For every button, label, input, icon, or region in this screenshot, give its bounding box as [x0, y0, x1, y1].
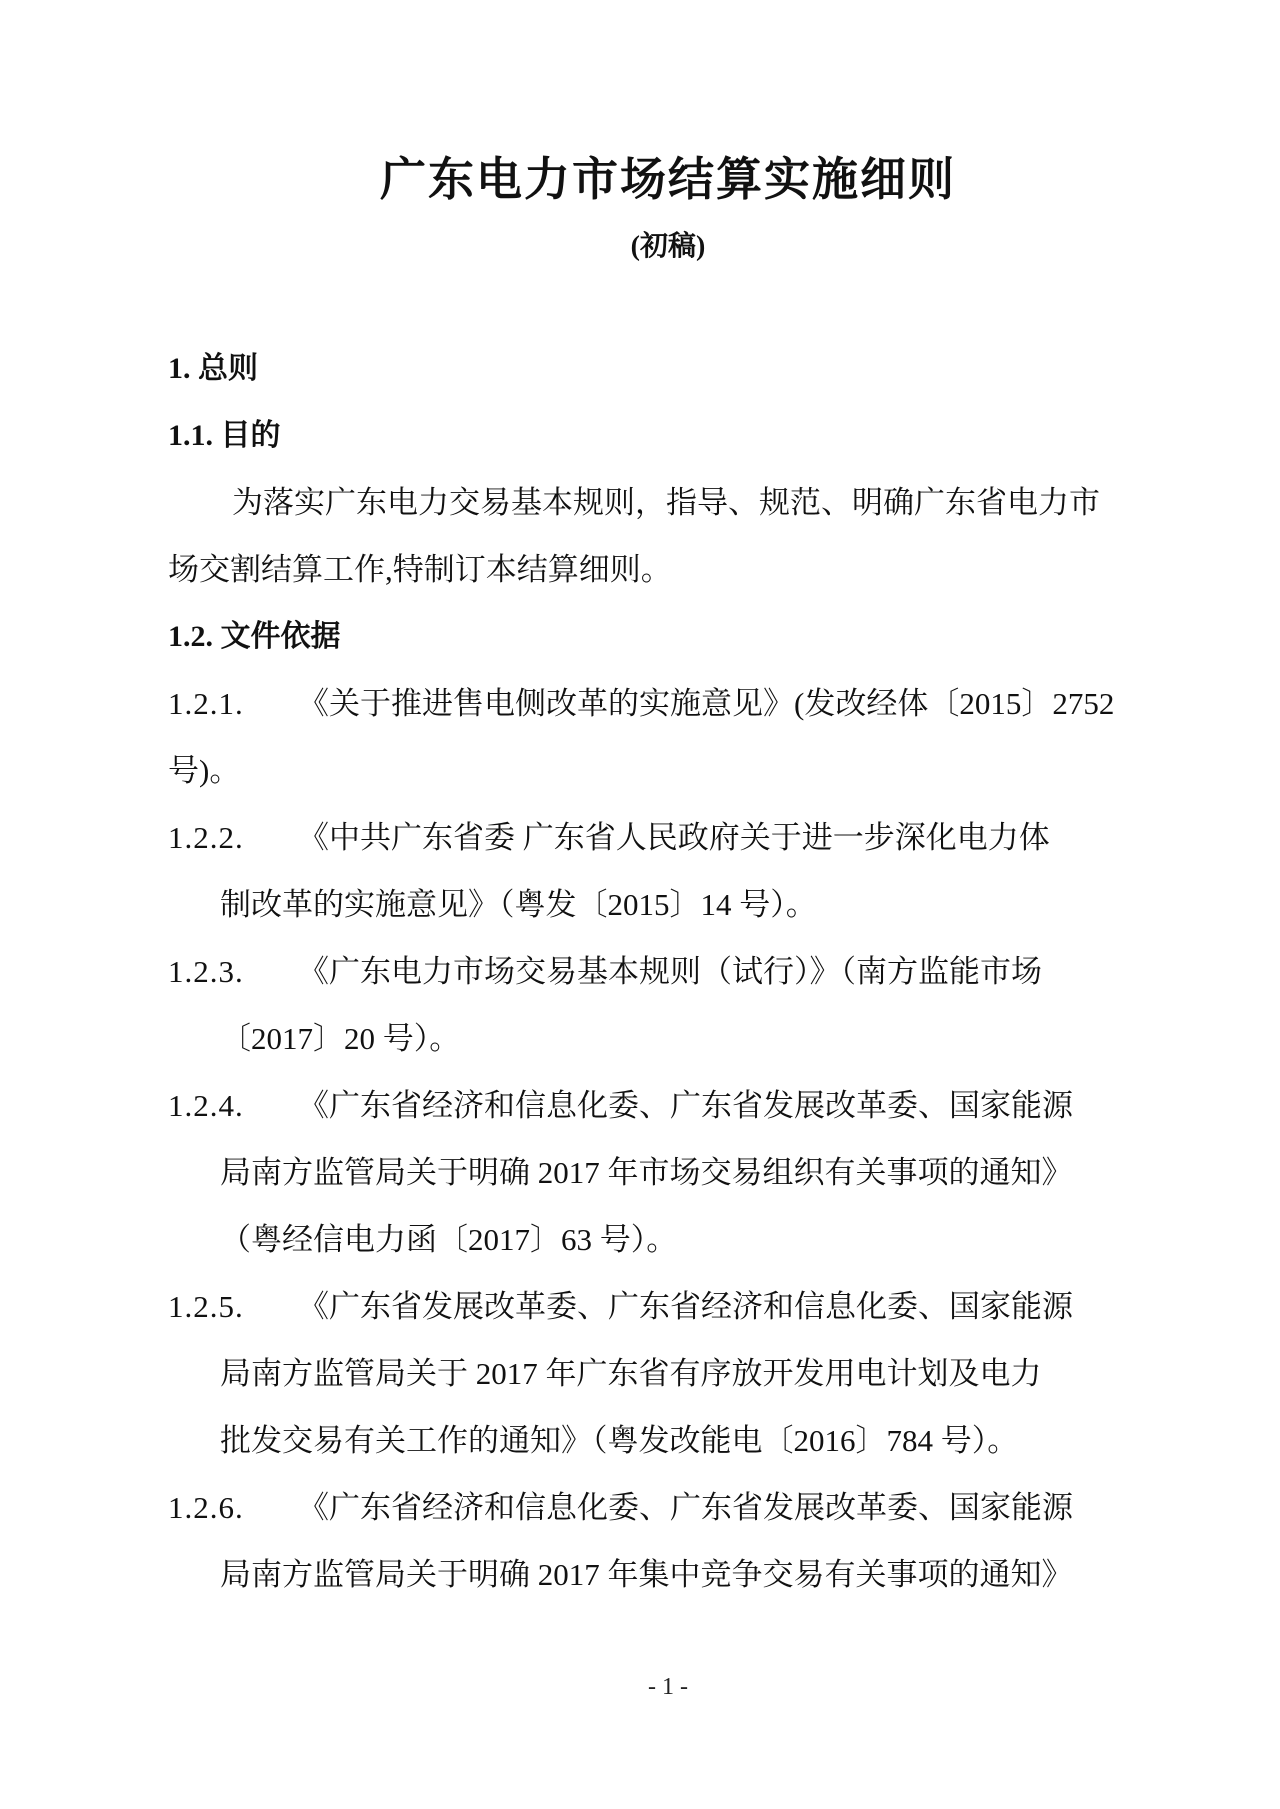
- list-item-1-2-5: [168, 1273, 1168, 1340]
- list-item-1-2-3: [168, 938, 1168, 1005]
- list-item-number: 1.2.6.: [168, 1490, 244, 1525]
- list-item-1-2-2: [168, 804, 1168, 871]
- list-item-text: 《广东电力市场交易基本规则（试行）》（南方监能市场: [298, 954, 1042, 989]
- list-item-text: 《广东省经济和信息化委、广东省发展改革委、国家能源: [298, 1088, 1073, 1123]
- document-body: [168, 335, 1168, 1608]
- list-item-1-2-1: [168, 670, 1168, 737]
- list-item-1-2-4: [168, 1072, 1168, 1139]
- section-heading-1: 1. 总则: [168, 352, 258, 385]
- list-item-text: 《关于推进售电侧改革的实施意见》(发改经体〔2015〕2752: [298, 686, 1115, 721]
- continuation-line: 号)。: [168, 753, 241, 788]
- paragraph-line: 为落实广东电力交易基本规则，指导、规范、明确广东省电力市: [232, 485, 1100, 520]
- document-title: 广东电力市场结算实施细则: [380, 154, 956, 205]
- continuation-line: 局南方监管局关于明确 2017 年市场交易组织有关事项的通知》: [220, 1155, 1073, 1190]
- continuation-line: 局南方监管局关于 2017 年广东省有序放开发用电计划及电力: [220, 1356, 1042, 1391]
- continuation-line: 制改革的实施意见》（粤发〔2015〕14 号）。: [220, 887, 817, 922]
- paragraph-line: 场交割结算工作,特制订本结算细则。: [168, 552, 672, 587]
- page-number: - 1 -: [648, 1674, 688, 1700]
- list-item-number: 1.2.2.: [168, 820, 244, 855]
- subsection-heading-1-2: 1.2. 文件依据: [168, 620, 341, 653]
- list-item-text: 《广东省发展改革委、广东省经济和信息化委、国家能源: [298, 1289, 1073, 1324]
- document-subtitle: (初稿): [630, 231, 706, 262]
- list-item-1-2-6: [168, 1474, 1168, 1541]
- list-item-number: 1.2.3.: [168, 954, 244, 989]
- continuation-line: 局南方监管局关于明确 2017 年集中竞争交易有关事项的通知》: [220, 1557, 1073, 1592]
- list-item-text: 《中共广东省委 广东省人民政府关于进一步深化电力体: [298, 820, 1050, 855]
- list-item-text: 《广东省经济和信息化委、广东省发展改革委、国家能源: [298, 1490, 1073, 1525]
- subsection-heading-1-1: 1.1. 目的: [168, 419, 281, 452]
- continuation-line: 〔2017〕20 号）。: [220, 1021, 461, 1056]
- list-item-number: 1.2.4.: [168, 1088, 244, 1123]
- list-item-number: 1.2.1.: [168, 686, 244, 721]
- continuation-line: 批发交易有关工作的通知》（粤发改能电〔2016〕784 号）。: [220, 1423, 1019, 1458]
- continuation-line: （粤经信电力函〔2017〕63 号）。: [220, 1222, 678, 1257]
- list-item-number: 1.2.5.: [168, 1289, 244, 1324]
